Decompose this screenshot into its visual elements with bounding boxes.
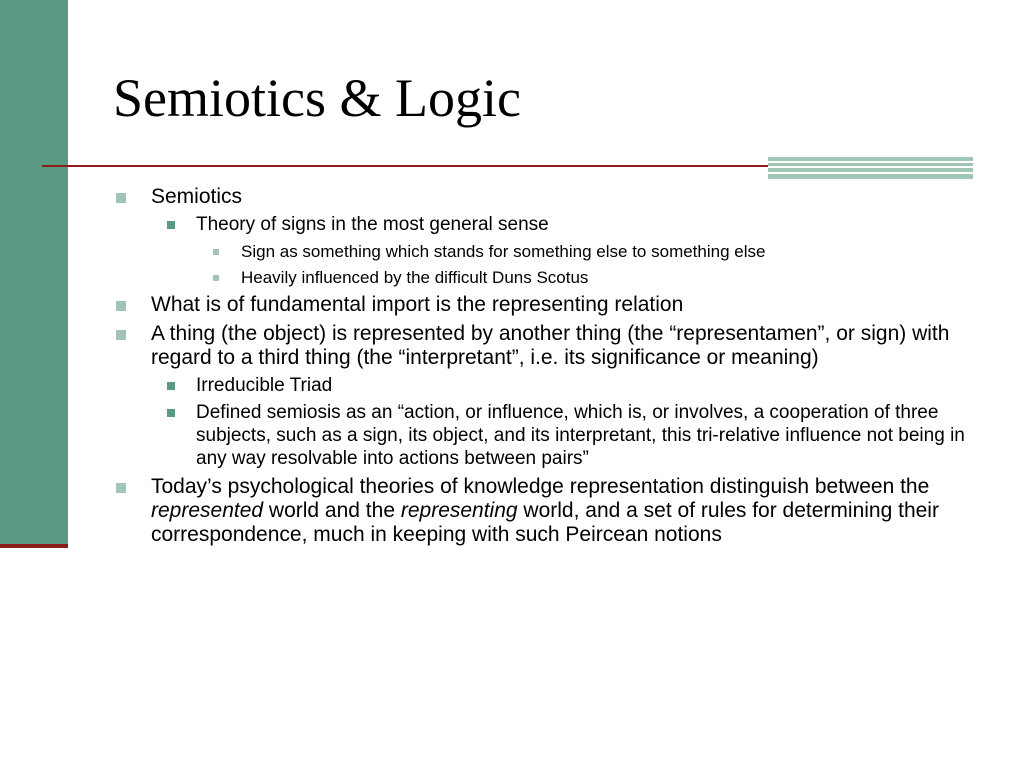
square-bullet-icon [116,483,126,493]
square-bullet-icon [116,330,126,340]
bullet-item-level-2 [115,401,975,470]
accent-stripe [768,172,973,174]
square-bullet-icon [167,409,175,417]
square-bullet-icon [116,193,126,203]
bullet-text: Irreducible Triad [196,375,333,396]
bullet-text: Heavily influenced by the difficult Duns Scotus [241,268,589,287]
square-bullet-icon [213,275,219,281]
slide-title: Semiotics & Logic [113,68,521,128]
bullet-text-part: world, and a set of rules for determining their correspondence, much in keeping with such Peircean notions [151,499,939,546]
bullet-text: A thing (the object) is represented by another thing (the “representamen”, or sign) with regard to a third thing (the “interpretant”, i.e. its significance or meaning) [151,322,950,369]
accent-stripe [768,161,973,163]
bullet-text: Semiotics [151,185,243,208]
bullet-text: Defined semiosis as an “action, or influence, which is, or involves, a cooperation of three subjects, such as a sign, its object, and its interpretant, this tri-relative influence not being in any way resolvable into actions between pairs” [196,402,965,469]
bullet-item-level-1 [115,293,975,317]
bullet-text [151,475,939,546]
bullet-item-level-1 [115,185,975,209]
bullet-item-level-1 [115,475,975,547]
bullet-text: Theory of signs in the most general sense [196,214,549,235]
slide-body [115,180,975,547]
bullet-text: What is of fundamental import is the representing relation [151,293,684,316]
bullet-text-part: world and the [263,499,401,522]
bullet-item-level-2 [115,213,975,236]
square-bullet-icon [167,382,175,390]
bullet-item-level-1 [115,322,975,370]
corner-accent-block [768,157,973,179]
bullet-item-level-3 [115,241,975,262]
emphasis-text: represented [151,499,264,522]
bullet-item-level-3 [115,267,975,288]
square-bullet-icon [116,301,126,311]
bullet-text-part: Today’s psychological theories of knowledge representation distinguish between the [151,475,930,498]
sidebar-accent-bar [0,0,68,547]
square-bullet-icon [167,221,175,229]
accent-stripe [768,166,973,168]
bullet-text: Sign as something which stands for something else to something else [241,242,766,261]
square-bullet-icon [213,249,219,255]
sidebar-accent-line [0,544,68,548]
emphasis-text: representing [400,499,518,522]
bullet-item-level-2 [115,374,975,397]
